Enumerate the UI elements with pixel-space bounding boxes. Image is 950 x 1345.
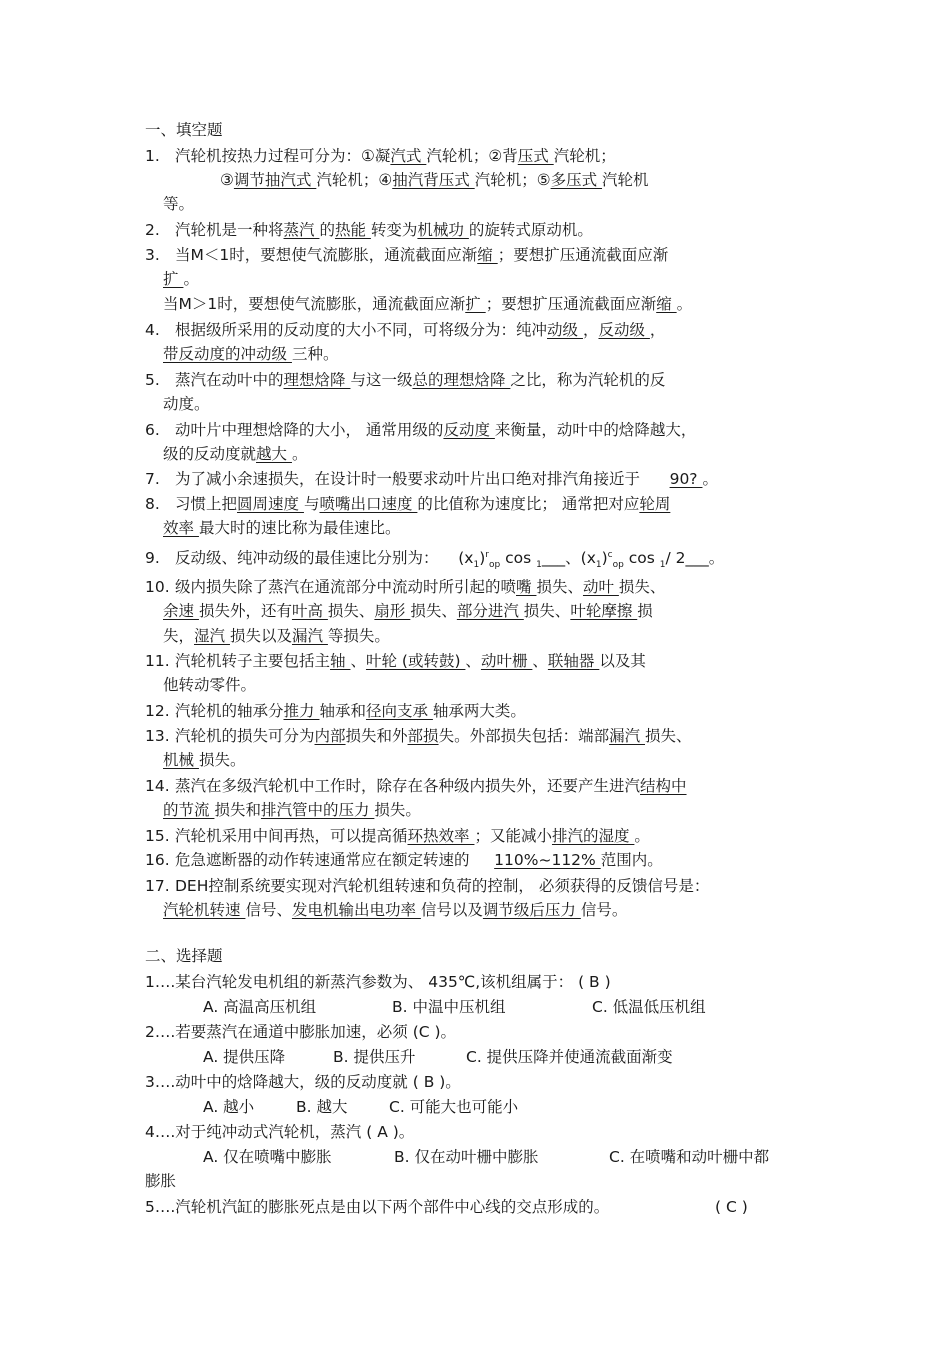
question-3-line-1: 3. 当M＜1时，要想使气流膨胀，通流截面应渐缩 ；要想扩压通流截面应渐: [145, 246, 669, 264]
choice-2-option-c: C. 提供压降并使通流截面渐变: [466, 1048, 673, 1066]
question-13-line-2: 机械 损失。: [163, 751, 246, 769]
question-10-line-3: 失，湿汽 损失以及漏汽 等损失。: [163, 627, 390, 645]
choice-1-question: 1….某台汽轮发电机组的新蒸汽参数为、 435℃,该机组属于： ( B ): [145, 973, 611, 991]
question-6-line-1: 6. 动叶片中理想焓降的大小， 通常用级的反动度 来衡量，动叶中的焓降越大，: [145, 421, 697, 439]
question-4-line-2: 带反动度的冲动级 三种。: [163, 345, 339, 363]
choice-4-option-a: A. 仅在喷嘴中膨胀: [203, 1148, 332, 1166]
question-10-line-2: 余速 损失外，还有叶高 损失、扇形 损失、部分进汽 损失、叶轮摩擦 损: [163, 602, 653, 620]
question-12: 12. 汽轮机的轴承分推力 轴承和径向支承 轴承两大类。: [145, 702, 526, 720]
question-10-line-1: 10. 级内损失除了蒸汽在通流部分中流动时所引起的喷嘴 损失、动叶 损失、: [145, 578, 666, 596]
choice-3-option-b: B. 越大: [296, 1098, 348, 1116]
question-3-line-2: 扩 。: [163, 270, 199, 288]
question-8-line-2: 效率 最大时的速比称为最佳速比。: [163, 519, 401, 537]
choice-4-option-b: B. 仅在动叶栅中膨胀: [394, 1148, 539, 1166]
question-11-line-2: 他转动零件。: [163, 676, 257, 694]
choice-5-question: 5….汽轮机汽缸的膨胀死点是由以下两个部件中心线的交点形成的。: [145, 1198, 610, 1216]
question-17-line-1: 17. DEH控制系统要实现对汽轮机组转速和负荷的控制， 必须获得的反馈信号是：: [145, 877, 710, 895]
question-2: 2. 汽轮机是一种将蒸汽 的热能 转变为机械功 的旋转式原动机。: [145, 221, 593, 239]
question-16: 16. 危急遮断器的动作转速通常应在额定转速的 110%~112% 范围内。: [145, 851, 663, 869]
choice-4-option-c-cont: 膨胀: [145, 1172, 177, 1190]
question-5-line-1: 5. 蒸汽在动叶中的理想焓降 与这一级总的理想焓降 之比，称为汽轮机的反: [145, 371, 666, 389]
question-8-line-1: 8. 习惯上把圆周速度 与喷嘴出口速度 的比值称为速度比； 通常把对应轮周: [145, 495, 671, 513]
choice-1-option-a: A. 高温高压机组: [203, 998, 317, 1016]
choice-5-answer: ( C ): [715, 1198, 748, 1216]
choice-3-option-a: A. 越小: [203, 1098, 255, 1116]
question-3-line-3: 当M＞1时，要想使气流膨胀，通流截面应渐扩 ；要想扩压通流截面应渐缩 。: [163, 295, 693, 313]
choice-3-question: 3….动叶中的焓降越大，级的反动度就 ( B )。: [145, 1073, 461, 1091]
choice-1-option-b: B. 中温中压机组: [392, 998, 506, 1016]
question-14-line-1: 14. 蒸汽在多级汽轮机中工作时，除存在各种级内损失外，还要产生进汽结构中: [145, 777, 687, 795]
choice-4-question: 4….对于纯冲动式汽轮机，蒸汽 ( A )。: [145, 1123, 415, 1141]
section-title-fill: 一、填空题: [145, 121, 223, 139]
choice-2-option-a: A. 提供压降: [203, 1048, 286, 1066]
question-6-line-2: 级的反动度就越大 。: [163, 445, 308, 463]
choice-1-option-c: C. 低温低压机组: [592, 998, 706, 1016]
question-7: 7. 为了减小余速损失，在设计时一般要求动叶片出口绝对排汽角接近于 90? 。: [145, 470, 718, 488]
question-1-line-1: 1. 汽轮机按热力过程可分为：①凝汽式 汽轮机；②背压式 汽轮机；: [145, 147, 616, 165]
choice-4-option-c: C. 在喷嘴和动叶栅中都: [609, 1148, 770, 1166]
question-15: 15. 汽轮机采用中间再热，可以提高循环热效率 ；又能减小排汽的湿度 。: [145, 827, 650, 845]
choice-2-option-b: B. 提供压升: [333, 1048, 416, 1066]
choice-2-question: 2….若要蒸汽在通道中膨胀加速，必须 (C )。: [145, 1023, 457, 1041]
question-17-line-2: 汽轮机转速 信号、发电机输出电功率 信号以及调节级后压力 信号。: [163, 901, 628, 919]
question-11-line-1: 11. 汽轮机转子主要包括主轴 、叶轮 (或转鼓) 、动叶栅 、联轴器 以及其: [145, 652, 646, 670]
question-5-line-2: 动度。: [163, 395, 210, 413]
question-1-line-2: ③调节抽汽式 汽轮机；④抽汽背压式 汽轮机；⑤多压式 汽轮机: [220, 171, 649, 189]
formula-impulse-stage: $(x_1)^c_{op}$ cos $_1$/ 2___。: [580, 549, 725, 571]
question-1-line-3: 等。: [163, 195, 195, 213]
section-title-choice: 二、选择题: [145, 947, 223, 965]
question-9: 9. 反动级、纯冲动级的最佳速比分别为： $(x_1)^r_{op}$ cos $_1$___、$(x_1)^c_{op}$ cos $_1$/ 2___。: [145, 549, 725, 571]
question-14-line-2: 的节流 损失和排汽管中的压力 损失。: [163, 801, 421, 819]
choice-3-option-c: C. 可能大也可能小: [389, 1098, 519, 1116]
formula-reaction-stage: $(x_1)^r_{op}$ cos $_1$___、: [458, 549, 581, 571]
question-4-line-1: 4. 根据级所采用的反动度的大小不同，可将级分为：纯冲动级 ，反动级 ，: [145, 321, 666, 339]
question-13-line-1: 13. 汽轮机的损失可分为内部损失和外部损失。外部损失包括：端部漏汽 损失、: [145, 727, 692, 745]
